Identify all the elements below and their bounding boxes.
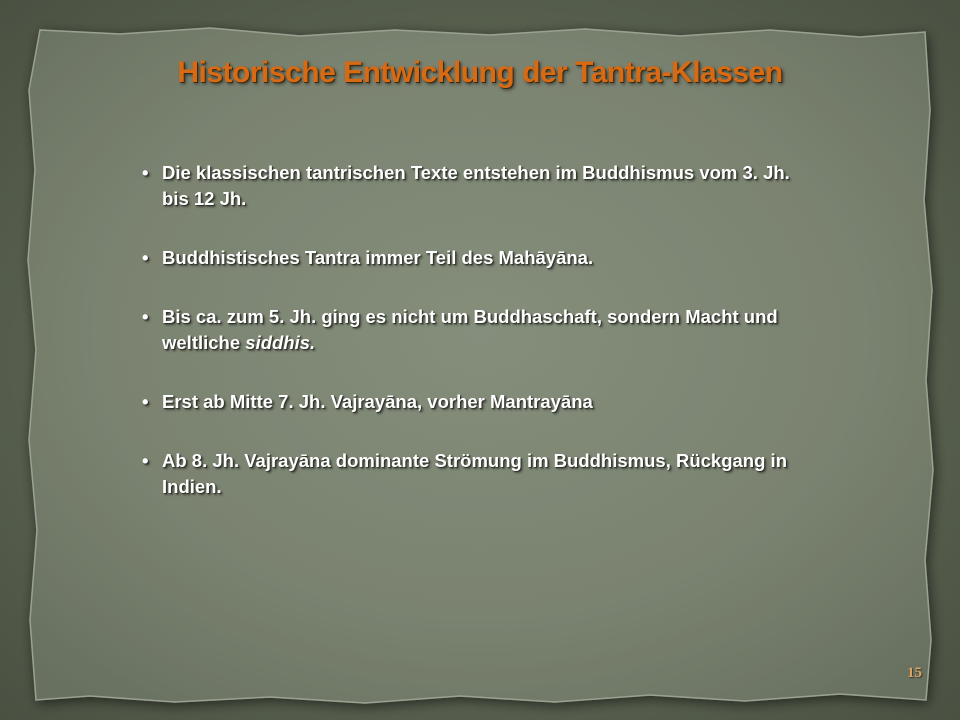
bullet-dot-icon: • [142,391,149,412]
bullet-dot-icon: • [142,450,149,471]
bullet-item-1 [140,160,820,212]
bullet-text: Ab 8. Jh. Vajrayāna dominante Strömung im Buddhismus, Rückgang in Indien. [162,450,787,497]
bullet-text: Die klassischen tantrischen Texte entstehen im Buddhismus vom 3. Jh. bis 12 Jh. [162,162,790,209]
bullet-list [140,160,820,500]
bullet-text-main: Bis ca. zum 5. Jh. ging es nicht um Buddhaschaft, sondern Macht und weltliche [162,306,778,353]
bullet-text [162,306,778,353]
bullet-text: Buddhistisches Tantra immer Teil des Mahāyāna. [162,247,594,268]
bullet-item-2 [140,245,820,271]
page-number: 15 [907,665,922,681]
bullet-item-3 [140,304,820,356]
bullet-text-italic: siddhis. [245,332,316,353]
bullet-item-5 [140,448,820,500]
slide-content [140,160,820,533]
bullet-dot-icon: • [142,247,149,268]
bullet-dot-icon: • [142,306,149,327]
bullet-text: Erst ab Mitte 7. Jh. Vajrayāna, vorher Mantrayāna [162,391,593,412]
bullet-item-4 [140,389,820,415]
slide-title: Historische Entwicklung der Tantra-Klassen [177,56,783,89]
bullet-dot-icon: • [142,162,149,183]
